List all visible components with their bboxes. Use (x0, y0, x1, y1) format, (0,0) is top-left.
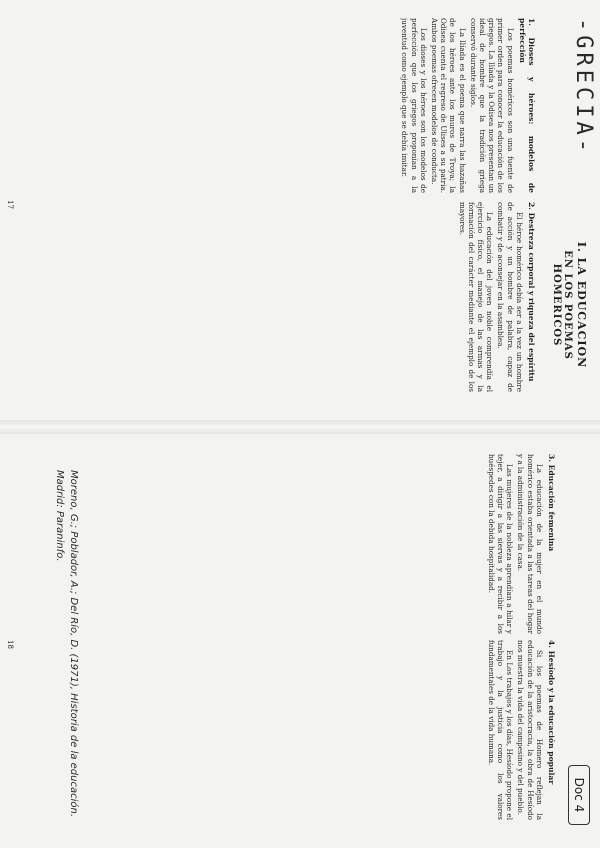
chapter-number: I. LA EDUCACION (575, 241, 588, 369)
section-heading: 4. Hesíodo y la educación popular (547, 640, 556, 785)
paragraph: El héroe homérico debía ser a la vez un hombre de acción y un hombre de palabra, capaz de combatir y de aconsejar en la asamblea. (496, 202, 524, 392)
handwritten-margin-note: -GRECIA- (571, 18, 596, 156)
text-column-left (40, 18, 540, 193)
paragraph: Las mujeres de la nobleza aprendían a hilar y tejer, a dirigir a las siervas y a recibir a los huéspedes con la debida hospitalidad. (486, 454, 515, 634)
paragraph: Los dioses y los héroes son los modelos de perfección que los griegos proponían a la juventud como ejemplo que se debía imitar. (400, 18, 428, 193)
section-heading: 3. Educación femenina (547, 454, 556, 552)
chapter-title: EN LOS POEMAS HOMERICOS (551, 250, 573, 360)
paragraph: La educación del joven noble comprendía el ejercicio físico, el manejo de las armas y la formación del carácter mediante el ejemplo de los mayores. (457, 202, 495, 392)
page-number-left: 17 (6, 200, 14, 209)
paragraph: Los poemas homéricos son una fuente de primer orden para conocer la educación de los griegos. La Ilíada y la Odisea nos presentan un ideal de hombre que la tradición griega conservó durante siglos. (468, 18, 515, 193)
paragraph: En Los trabajos y los días, Hesíodo propone el trabajo y la justicia como los valores fundamentales de la vida humana. (486, 640, 515, 820)
text-column-right-1 (90, 454, 560, 634)
page-number-right: 18 (6, 640, 14, 649)
section-heading: 2. Destreza corporal y riqueza del espíritu (527, 202, 536, 382)
chapter-heading (551, 210, 588, 400)
handwritten-reference: Moreno, G.; Poblador, A.; Del Río, D. (1971), Historia de la educación. Madrid: Paraninfo. (54, 470, 79, 818)
section-heading: 1. Dioses y héroes: modelos de perfección (517, 18, 536, 193)
page-fold (0, 420, 600, 434)
document-label-box: Doc 4 (568, 765, 590, 825)
paragraph: La Ilíada es el poema que narra las hazañas de los héroes ante los muros de Troya; la Odisea cuenta el regreso de Ulises a su patria. Ambos poemas ofrecen modelos de conducta. (429, 18, 467, 193)
paragraph: Si los poemas de Homero reflejan la educación de la aristocracia, la obra de Hesíodo nos muestra la vida del campesino y del pueblo. (516, 640, 544, 820)
text-column-center (40, 202, 540, 392)
paragraph: La educación de la mujer en el mundo homérico estaba orientada a las tareas del hogar y a la administración de la casa. (516, 454, 544, 634)
text-column-right-2 (90, 640, 560, 820)
